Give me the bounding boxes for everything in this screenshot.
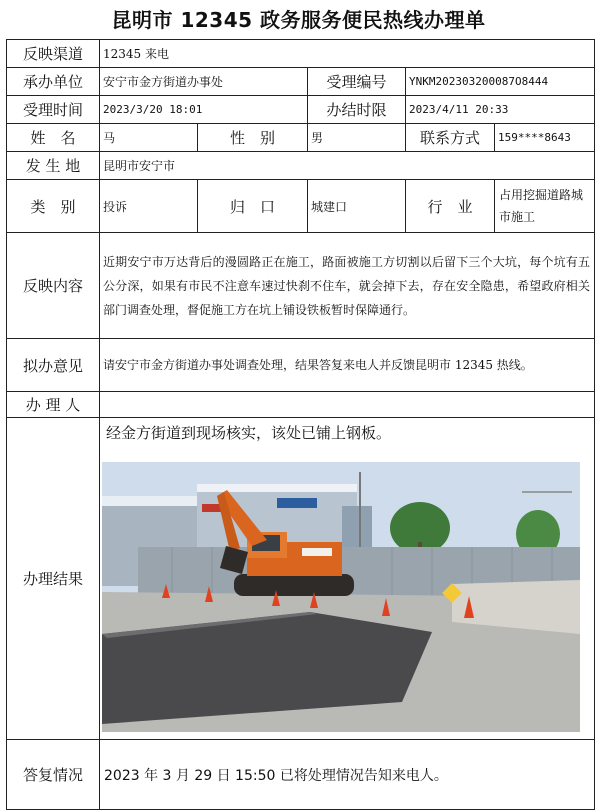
value-category: 投诉 (100, 180, 198, 233)
value-gender: 男 (308, 124, 406, 152)
label-content: 反映内容 (7, 233, 100, 339)
value-deadline: 2023/4/11 20:33 (406, 96, 595, 124)
value-channel: 12345 来电 (100, 40, 595, 68)
label-handler: 办 理 人 (7, 392, 100, 418)
label-location: 发 生 地 (7, 152, 100, 180)
label-reply: 答复情况 (7, 740, 100, 810)
value-accept-time: 2023/3/20 18:01 (100, 96, 308, 124)
label-deadline: 办结时限 (308, 96, 406, 124)
label-name: 姓 名 (7, 124, 100, 152)
value-reply: 2023 年 3 月 29 日 15:50 已将处理情况告知来电人。 (100, 740, 595, 810)
value-content: 近期安宁市万达背后的漫圆路正在施工，路面被施工方切割以后留下三个大坑，每个坑有五公分深，如果有市民不注意车速过快刹不住车，就会掉下去，存在安全隐患，希望政府相关部门调查处理，督促施工方在坑上铺设铁板暂时保障通行。 (100, 233, 595, 339)
value-opinion: 请安宁市金方街道办事处调查处理，结果答复来电人并反馈昆明市 12345 热线。 (100, 339, 595, 392)
label-belong: 归 口 (198, 180, 308, 233)
label-contact: 联系方式 (406, 124, 495, 152)
form-table (6, 39, 595, 810)
label-gender: 性 别 (198, 124, 308, 152)
label-opinion: 拟办意见 (7, 339, 100, 392)
label-unit: 承办单位 (7, 68, 100, 96)
value-contact: 159****8643 (495, 124, 595, 152)
value-handler (100, 392, 595, 418)
label-channel: 反映渠道 (7, 40, 100, 68)
site-photo (102, 462, 580, 732)
value-unit: 安宁市金方街道办事处 (100, 68, 308, 96)
value-belong: 城建口 (308, 180, 406, 233)
label-category: 类 别 (7, 180, 100, 233)
label-ticket-no: 受理编号 (308, 68, 406, 96)
value-location: 昆明市安宁市 (100, 152, 595, 180)
label-result: 办理结果 (7, 418, 100, 740)
label-accept-time: 受理时间 (7, 96, 100, 124)
result-text: 经金方街道到现场核实，该处已铺上钢板。 (106, 424, 392, 442)
page-title: 昆明市 12345 政务服务便民热线办理单 (111, 8, 486, 32)
value-name: 马 (100, 124, 198, 152)
label-industry: 行 业 (406, 180, 495, 233)
value-industry: 占用挖掘道路城市施工 (495, 180, 595, 233)
value-ticket-no: YNKM202303200087O8444 (406, 68, 595, 96)
